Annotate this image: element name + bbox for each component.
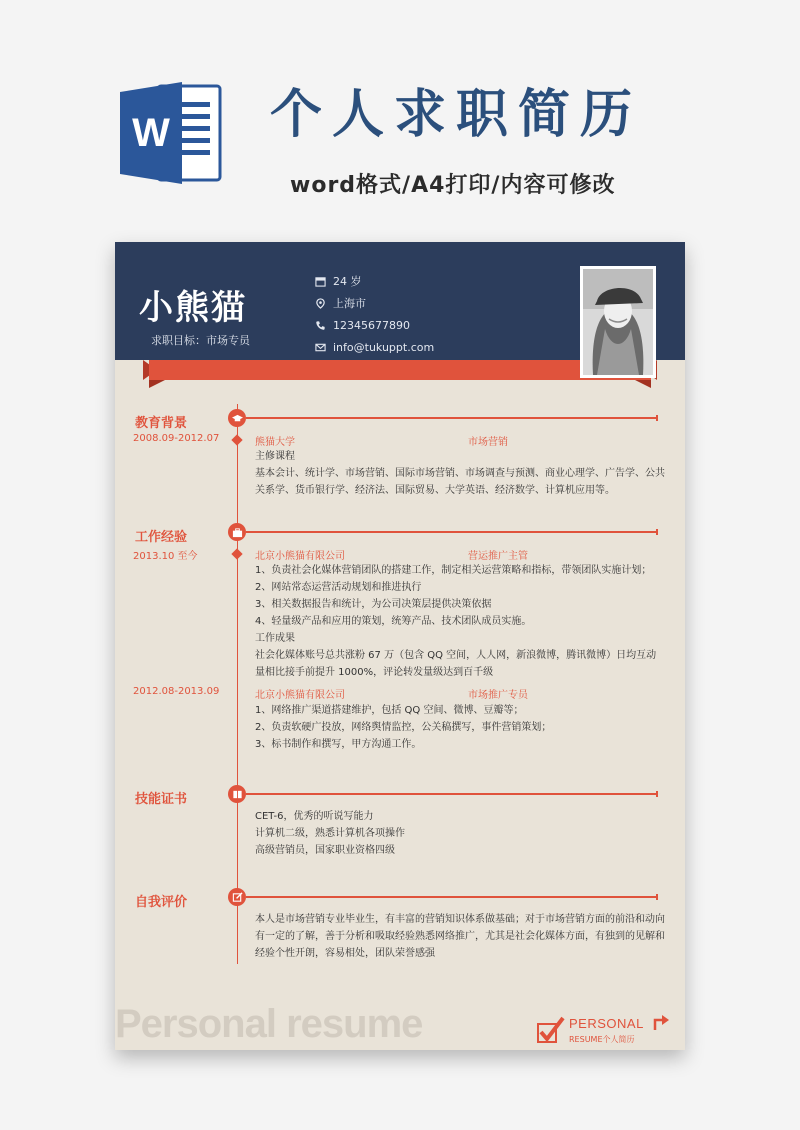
job-date: 2013.10 至今 bbox=[133, 551, 198, 562]
job-objective: 求职目标：市场专员 bbox=[151, 334, 250, 347]
job-line: 4、轻量级产品和应用的策划，统筹产品、技术团队成员实施。 bbox=[255, 616, 532, 627]
job-date: 2012.08-2013.09 bbox=[133, 686, 220, 697]
education-major: 市场营销 bbox=[468, 437, 508, 448]
job-line: 社会化媒体账号总共涨粉 67 万（包含 QQ 空间，人人网，新浪微博，腾讯微博）日均互动量相比接手前提升 1000%，评论转发量级达到百千级 bbox=[255, 650, 657, 678]
portrait-image bbox=[583, 269, 653, 375]
job-role: 市场推广专员 bbox=[468, 690, 528, 701]
education-line: 基本会计、统计学、市场营销、国际市场营销、市场调查与预测、商业心理学、广告学、公共关系学、货币银行学、经济法、国际贸易、大学英语、经济数学、计算机应用等。 bbox=[255, 468, 665, 496]
phone-text: 12345677890 bbox=[333, 318, 410, 332]
education-divider bbox=[246, 417, 658, 419]
job-details bbox=[255, 562, 665, 681]
book-icon bbox=[228, 785, 246, 803]
job-line: 2、网站常态运营活动规划和推进执行 bbox=[255, 582, 422, 593]
skills-title: 技能证书 bbox=[135, 792, 188, 807]
experience-divider bbox=[246, 531, 658, 533]
city-text: 上海市 bbox=[333, 297, 366, 310]
timeline-marker bbox=[231, 434, 242, 445]
phone-icon bbox=[315, 320, 326, 331]
skills-divider bbox=[246, 793, 658, 795]
timeline-marker bbox=[231, 548, 242, 559]
education-date: 2008.09-2012.07 bbox=[133, 433, 220, 444]
resume-card bbox=[115, 242, 685, 1050]
personal-resume-logo bbox=[535, 1012, 675, 1048]
job-line: 2、负责软硬广投放，网络舆情监控，公关稿撰写，事件营销策划； bbox=[255, 722, 552, 733]
word-document-icon bbox=[116, 78, 226, 188]
skill-line: 计算机二级，熟悉计算机各项操作 bbox=[255, 828, 405, 839]
self-eval-divider bbox=[246, 896, 658, 898]
job-details bbox=[255, 702, 665, 753]
age-text: 24 岁 bbox=[333, 275, 362, 288]
job-role: 营运推广主管 bbox=[468, 551, 528, 562]
job-line: 3、标书制作和撰写，甲方沟通工作。 bbox=[255, 739, 422, 750]
experience-title: 工作经验 bbox=[135, 530, 188, 545]
banner bbox=[0, 0, 800, 240]
timeline-line bbox=[237, 404, 238, 964]
job-line: 工作成果 bbox=[255, 633, 295, 644]
skill-line: 高级营销员，国家职业资格四级 bbox=[255, 845, 395, 856]
word-icon-letter: W bbox=[132, 111, 170, 155]
logo-text-resume: RESUME个人简历 bbox=[569, 1035, 635, 1044]
email-text: info@tukuppt.com bbox=[333, 340, 435, 354]
job-company: 北京小熊猫有限公司 bbox=[255, 690, 345, 701]
banner-title: 个人求职简历 bbox=[270, 85, 643, 145]
arrow-up-icon bbox=[653, 1012, 671, 1032]
self-eval-text: 本人是市场营销专业毕业生，有丰富的营销知识体系做基础；对于市场营销方面的前沿和动向有一定的了解，善于分析和吸取经验熟悉网络推广，尤其是社会化媒体方面，有独到的见解和经验个性开朗，容易相处，团队荣誉感强 bbox=[255, 914, 665, 959]
edit-icon bbox=[228, 888, 246, 906]
education-details bbox=[255, 448, 665, 499]
job-line: 1、网络推广渠道搭建维护，包括 QQ 空间、微博、豆瓣等； bbox=[255, 705, 524, 716]
skills-details bbox=[255, 808, 665, 859]
job-company: 北京小熊猫有限公司 bbox=[255, 551, 345, 562]
graduation-cap-icon bbox=[228, 409, 246, 427]
contact-city bbox=[315, 292, 434, 314]
skill-line: CET-6，优秀的听说写能力 bbox=[255, 811, 374, 822]
profile-photo bbox=[580, 266, 656, 378]
education-line: 主修课程 bbox=[255, 451, 295, 462]
job-line: 3、相关数据报告和统计，为公司决策层提供决策依据 bbox=[255, 599, 492, 610]
education-title: 教育背景 bbox=[135, 416, 188, 431]
briefcase-icon bbox=[228, 523, 246, 541]
logo-text-personal: PERSONAL bbox=[569, 1016, 644, 1031]
self-eval-title: 自我评价 bbox=[135, 895, 188, 910]
job-line: 1、负责社会化媒体营销团队的搭建工作，制定相关运营策略和指标，带领团队实施计划； bbox=[255, 565, 652, 576]
checkmark-icon bbox=[535, 1012, 569, 1048]
education-school: 熊猫大学 bbox=[255, 437, 295, 448]
contact-block bbox=[315, 270, 434, 358]
banner-subtitle: word格式/A4打印/内容可修改 bbox=[290, 173, 616, 198]
mail-icon bbox=[315, 342, 326, 353]
contact-age bbox=[315, 270, 434, 292]
personal-resume-watermark: Personal resume bbox=[115, 1002, 423, 1046]
contact-phone bbox=[315, 314, 434, 336]
location-pin-icon bbox=[315, 298, 326, 309]
contact-email bbox=[315, 336, 434, 358]
candidate-name: 小熊猫 bbox=[139, 288, 247, 328]
calendar-icon bbox=[315, 276, 326, 287]
